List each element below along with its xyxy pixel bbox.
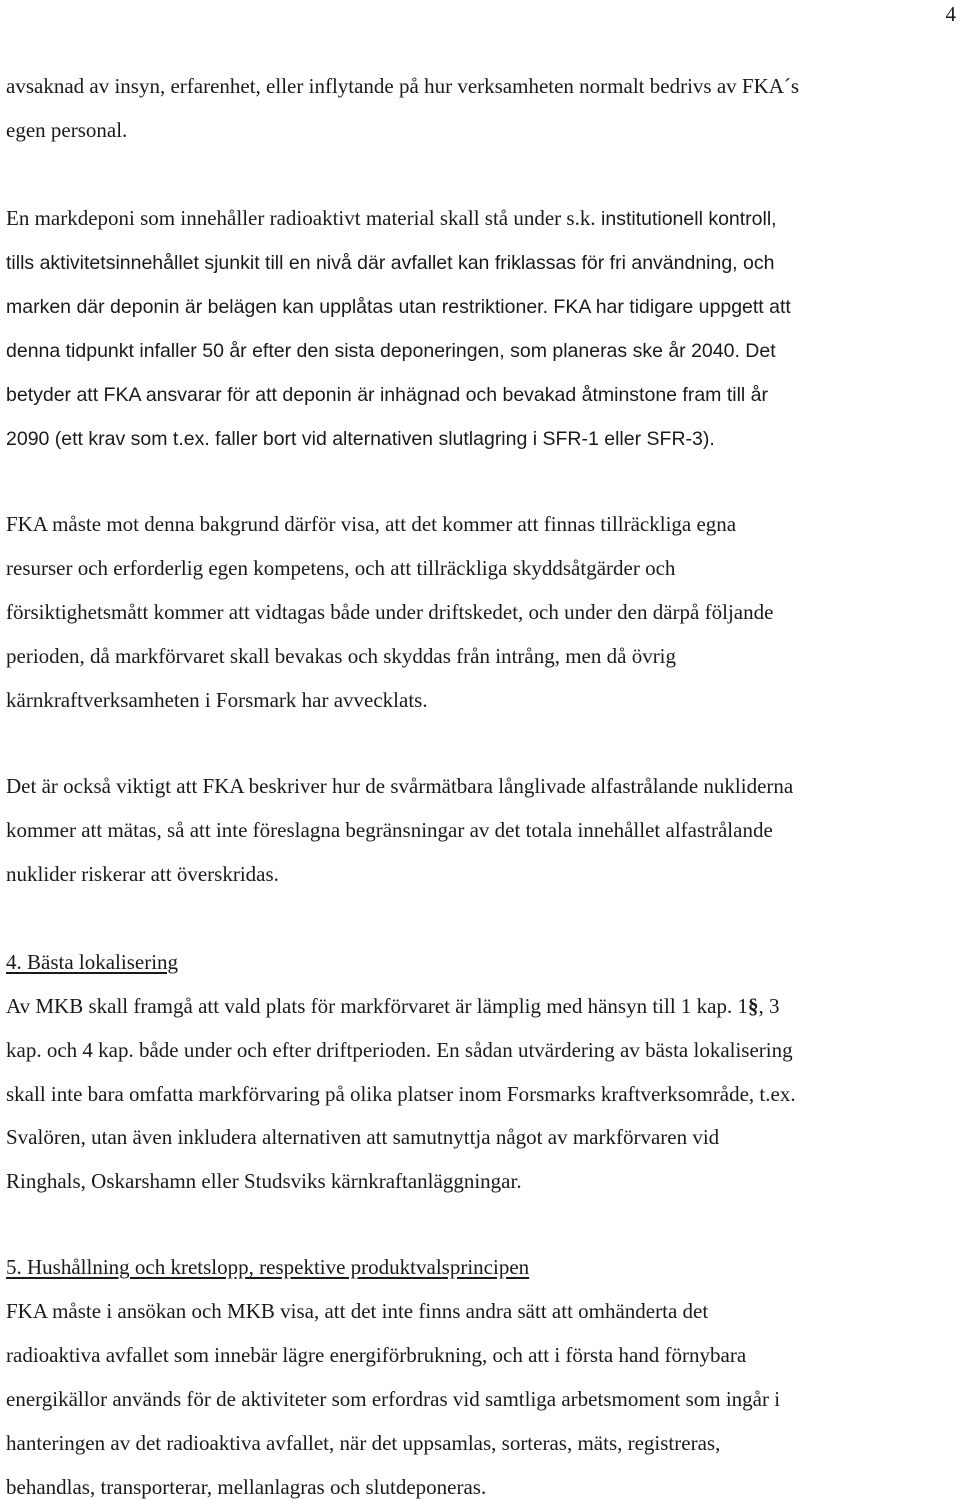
text-line: Det är också viktigt att FKA beskriver hur de svårmätbara långlivade alfastrålande nukliderna bbox=[6, 774, 794, 798]
text-run: En markdeponi som innehåller radioaktivt material skall stå under s.k. bbox=[6, 206, 596, 230]
text-line: hanteringen av det radioaktiva avfallet, när det uppsamlas, sorteras, mäts, registreras, bbox=[6, 1431, 721, 1455]
text-line: FKA måste mot denna bakgrund därför visa, att det kommer att finnas tillräckliga egna bbox=[6, 512, 737, 536]
text-line: avsaknad av insyn, erfarenhet, eller inflytande på hur verksamheten normalt bedrivs av FKA´s bbox=[6, 74, 800, 98]
text-line: denna tidpunkt infaller 50 år efter den sista deponeringen, som planeras ske år 2040. Det bbox=[6, 340, 776, 362]
text-line bbox=[6, 994, 780, 1018]
section-sign: § bbox=[748, 994, 759, 1018]
text-line: 2090 (ett krav som t.ex. faller bort vid alternativen slutlagring i SFR-1 eller SFR-3). bbox=[6, 428, 715, 450]
text-line: egen personal. bbox=[6, 118, 128, 142]
text-line: nuklider riskerar att överskridas. bbox=[6, 862, 279, 886]
section-heading-4: 4. Bästa lokalisering bbox=[6, 950, 179, 974]
text-line: kommer att mätas, så att inte föreslagna begränsningar av det totala innehållet alfastrålande bbox=[6, 818, 773, 842]
text-line: kap. och 4 kap. både under och efter driftperioden. En sådan utvärdering av bästa lokalisering bbox=[6, 1038, 793, 1062]
text-line: försiktighetsmått kommer att vidtagas både under driftskedet, och under den därpå följande bbox=[6, 600, 774, 624]
text-line: energikällor används för de aktiviteter som erfordras vid samtliga arbetsmoment som ingår i bbox=[6, 1387, 781, 1411]
text-line: betyder att FKA ansvarar för att deponin är inhägnad och bevakad åtminstone fram till år bbox=[6, 384, 769, 406]
text-line: behandlas, transporterar, mellanlagras och slutdeponeras. bbox=[6, 1475, 487, 1499]
text-line: kärnkraftverksamheten i Forsmark har avvecklats. bbox=[6, 688, 428, 712]
text-run: , 3 bbox=[758, 994, 780, 1018]
text-line: tills aktivitetsinnehållet sjunkit till en nivå där avfallet kan friklassas för fri användning, och bbox=[6, 252, 775, 274]
text-line: FKA måste i ansökan och MKB visa, att det inte finns andra sätt att omhänderta det bbox=[6, 1299, 709, 1323]
text-run: Av MKB skall framgå att vald plats för markförvaret är lämplig med hänsyn till 1 kap. 1 bbox=[6, 994, 749, 1018]
text-line: skall inte bara omfatta markförvaring på olika platser inom Forsmarks kraftverksområde, t.ex. bbox=[6, 1082, 796, 1106]
text-line bbox=[6, 206, 777, 231]
text-line: Svalören, utan även inkludera alternativen att samutnyttja något av markförvaren vid bbox=[6, 1125, 720, 1149]
text-line: Ringhals, Oskarshamn eller Studsviks kärnkraftanläggningar. bbox=[6, 1169, 522, 1193]
text-line: radioaktiva avfallet som innebär lägre energiförbrukning, och att i första hand förnybara bbox=[6, 1343, 747, 1367]
text-line: marken där deponin är belägen kan upplåtas utan restriktioner. FKA har tidigare uppgett att bbox=[6, 296, 791, 318]
section-heading-5: 5. Hushållning och kretslopp, respektive produktvalsprincipen bbox=[6, 1255, 530, 1279]
text-line: perioden, då markförvaret skall bevakas och skyddas från intrång, men då övrig bbox=[6, 644, 677, 668]
text-run: institutionell kontroll, bbox=[595, 208, 777, 230]
text-line: resurser och erforderlig egen kompetens, och att tillräckliga skyddsåtgärder och bbox=[6, 556, 676, 580]
page-number: 4 bbox=[945, 2, 956, 26]
